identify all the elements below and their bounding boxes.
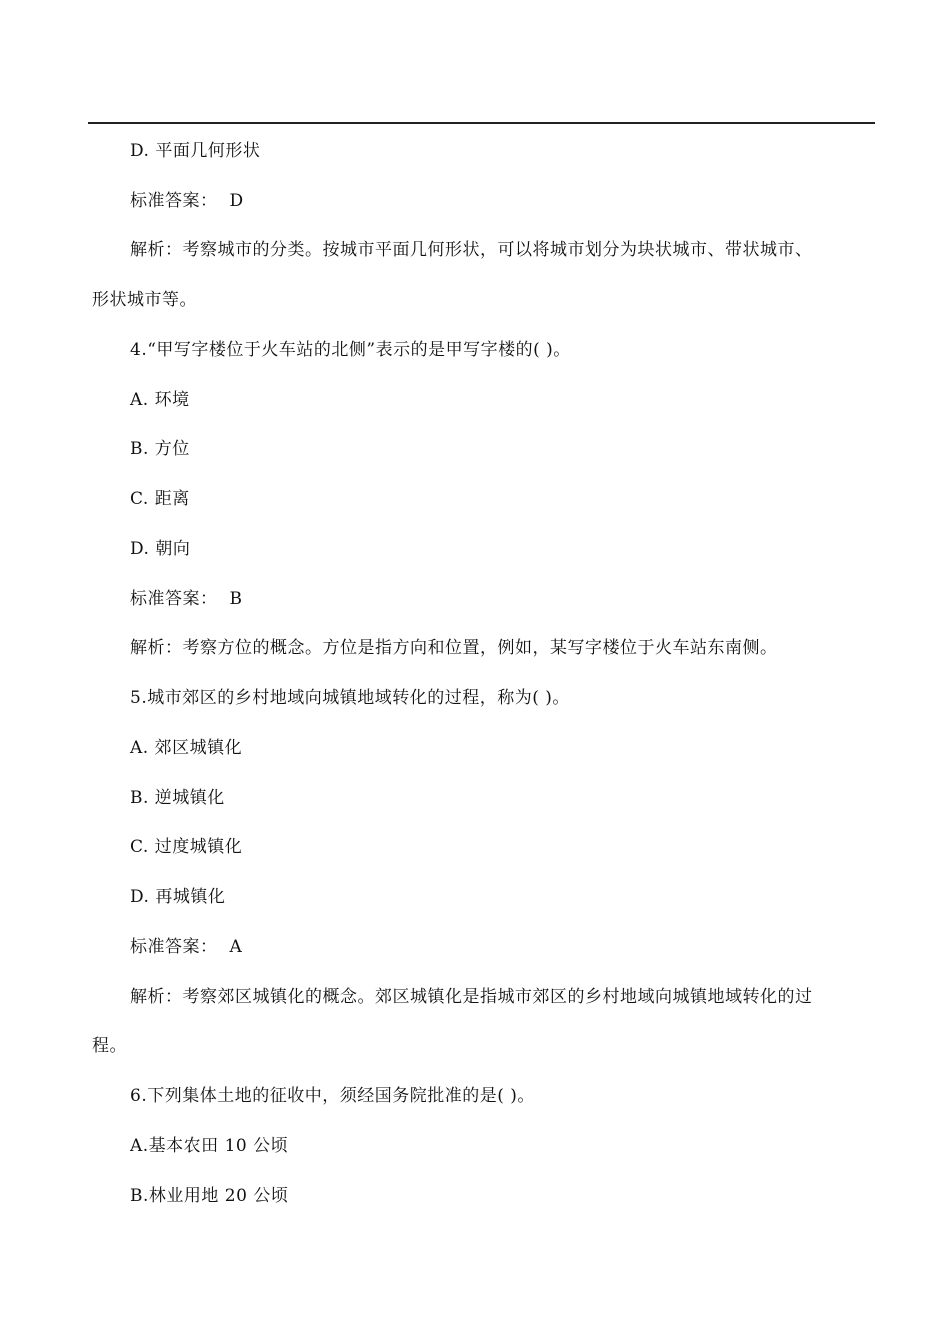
- q5-answer: [130, 935, 242, 959]
- answer-value: B: [229, 589, 243, 609]
- q5-question: 5.城市郊区的乡村地域向城镇地域转化的过程，称为( )。: [130, 688, 570, 708]
- q4-option-d: D. 朝向: [130, 539, 191, 559]
- answer-label: 标准答案：: [130, 191, 218, 211]
- q3-analysis: 解析：考察城市的分类。按城市平面几何形状，可以将城市划分为块状城市、带状城市、: [130, 240, 813, 260]
- header-rule: [88, 122, 875, 124]
- q6-option-a: A.基本农田 10 公顷: [130, 1136, 289, 1156]
- q4-analysis: 解析：考察方位的概念。方位是指方向和位置，例如，某写字楼位于火车站东南侧。: [130, 638, 778, 658]
- answer-label: 标准答案：: [130, 937, 218, 957]
- q4-option-a: A. 环境: [130, 390, 190, 410]
- q6-question: 6.下列集体土地的征收中，须经国务院批准的是( )。: [130, 1086, 535, 1106]
- answer-value: D: [229, 191, 244, 211]
- q6-option-b: B.林业用地 20 公顷: [130, 1186, 289, 1206]
- q3-answer: [130, 189, 244, 213]
- q4-option-c: C. 距离: [130, 489, 190, 509]
- q4-question: 4.“甲写字楼位于火车站的北侧”表示的是甲写字楼的( )。: [130, 340, 571, 360]
- q3-option-d: D. 平面几何形状: [130, 141, 261, 161]
- q5-option-c: C. 过度城镇化: [130, 837, 243, 857]
- answer-value: A: [229, 937, 243, 957]
- q3-analysis-cont: 形状城市等。: [92, 290, 197, 310]
- q5-option-a: A. 郊区城镇化: [130, 738, 243, 758]
- q5-analysis: 解析：考察郊区城镇化的概念。郊区城镇化是指城市郊区的乡村地域向城镇地域转化的过: [130, 987, 813, 1007]
- q5-option-d: D. 再城镇化: [130, 887, 226, 907]
- q4-option-b: B. 方位: [130, 439, 190, 459]
- q4-answer: [130, 587, 243, 611]
- q5-analysis-cont: 程。: [92, 1036, 127, 1056]
- answer-label: 标准答案：: [130, 589, 218, 609]
- q5-option-b: B. 逆城镇化: [130, 788, 225, 808]
